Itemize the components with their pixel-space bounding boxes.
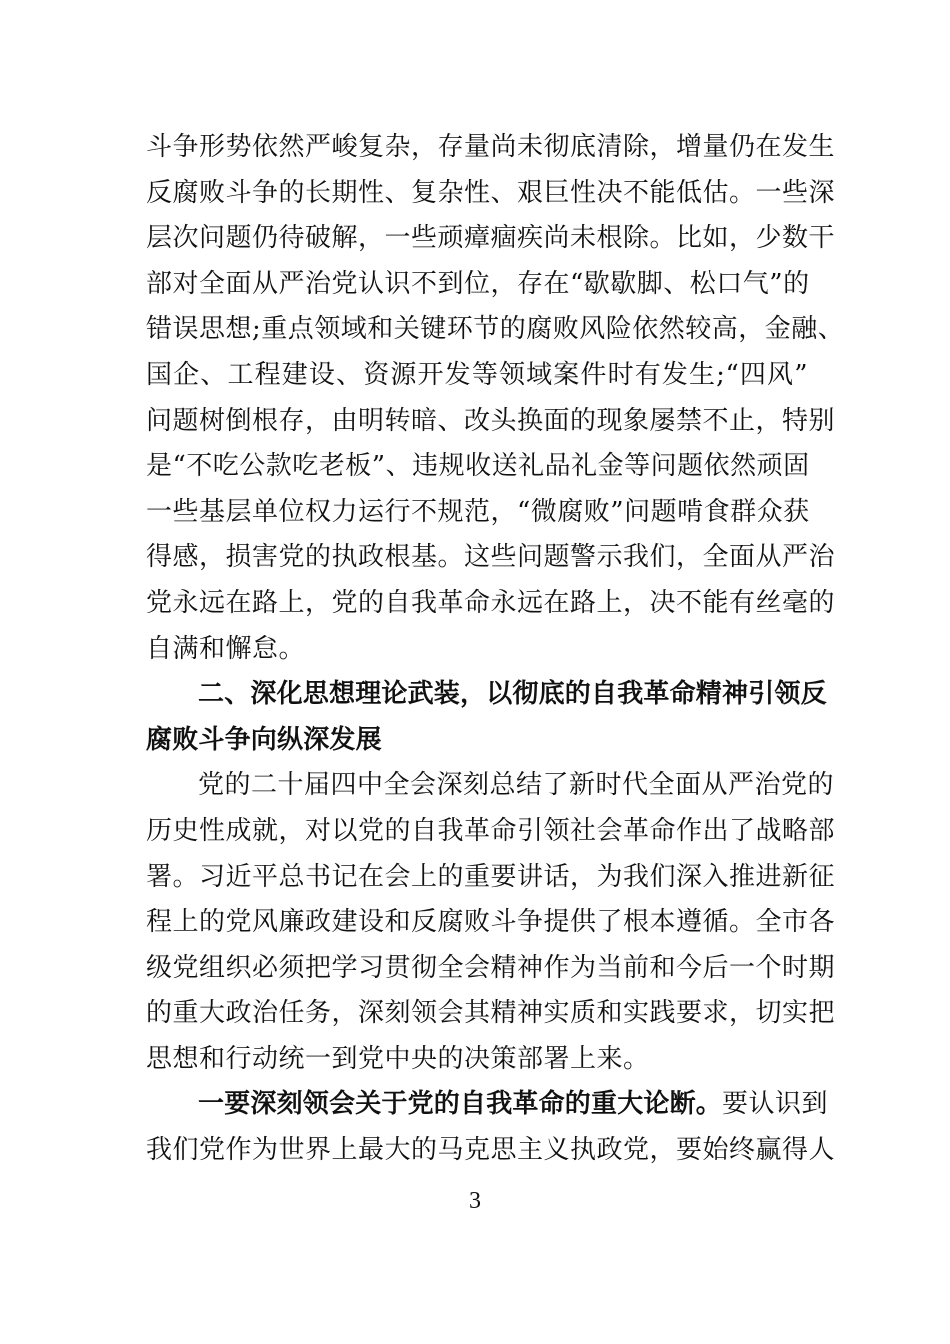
paragraph2-line: 思想和行动统一到党中央的决策部署上来。: [146, 1043, 650, 1074]
paragraph1-line: 一些基层单位权力运行不规范，“微腐败”问题啃食群众获: [146, 496, 810, 527]
section-heading: 腐败斗争向纵深发展: [146, 724, 382, 755]
paragraph1-line: 部对全面从严治党认识不到位，存在“歇歇脚、松口气”的: [146, 268, 810, 299]
paragraph1-line: 党永远在路上，党的自我革命永远在路上，决不能有丝毫的: [146, 587, 836, 618]
paragraph1-line: 斗争形势依然严峻复杂，存量尚未彻底清除，增量仍在发生: [146, 132, 836, 162]
paragraph1-line: 得感，损害党的执政根基。这些问题警示我们，全面从严治: [146, 542, 836, 573]
paragraph1-line: 反腐败斗争的长期性、复杂性、艰巨性决不能低估。一些深: [146, 177, 836, 208]
paragraph2-line: 级党组织必须把学习贯彻全会精神作为当前和今后一个时期: [146, 952, 836, 983]
paragraph1-line: 国企、工程建设、资源开发等领域案件时有发生;“四风”: [146, 359, 808, 390]
paragraph1-line: 层次问题仍待破解，一些顽瘴痼疾尚未根除。比如，少数干: [146, 223, 836, 254]
paragraph3-first-line: [146, 1082, 829, 1128]
paragraph1-line: 是“不吃公款吃老板”、违规收送礼品礼金等问题依然顽固: [146, 451, 810, 482]
paragraph1-line: 自满和懈怠。: [146, 633, 306, 664]
body-text: [146, 125, 845, 1174]
paragraph2-line: 的重大政治任务，深刻领会其精神实质和实践要求，切实把: [146, 998, 836, 1029]
section-heading: 二、深化思想理论武装，以彻底的自我革命精神引领反: [198, 679, 827, 710]
paragraph3-bold-lead: 一要深刻领会关于党的自我革命的重大论断。: [198, 1089, 723, 1120]
paragraph2-line: 历史性成就，对以党的自我革命引领社会革命作出了战略部: [146, 815, 836, 846]
paragraph2-line: 党的二十届四中全会深刻总结了新时代全面从严治党的: [198, 770, 835, 801]
paragraph3-first-line-rest: 要认识到: [722, 1089, 829, 1120]
page-number: 3: [469, 1188, 481, 1214]
paragraph3-line: 我们党作为世界上最大的马克思主义执政党，要始终赢得人: [146, 1135, 836, 1166]
paragraph1-line: 错误思想;重点领域和关键环节的腐败风险依然较高，金融、: [146, 314, 845, 345]
paragraph2-line: 程上的党风廉政建设和反腐败斗争提供了根本遵循。全市各: [146, 907, 836, 938]
paragraph1-line: 问题树倒根存，由明转暗、改头换面的现象屡禁不止，特别: [146, 405, 836, 436]
paragraph2-line: 署。习近平总书记在会上的重要讲话，为我们深入推进新征: [146, 861, 836, 892]
